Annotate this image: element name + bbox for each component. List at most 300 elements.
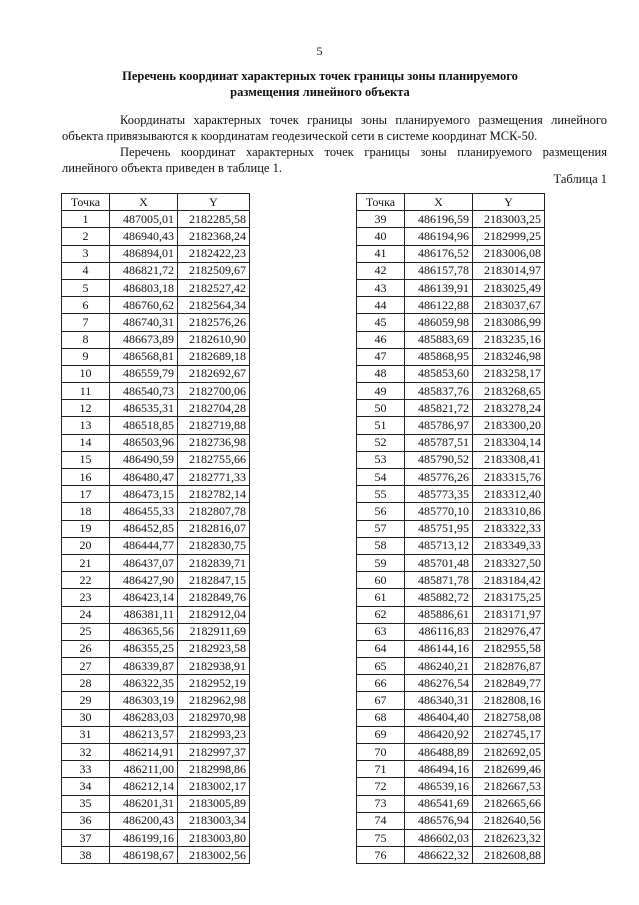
y-coordinate-cell: 2183235,16 <box>473 331 545 348</box>
table-row <box>62 297 250 314</box>
point-number-cell: 63 <box>357 623 405 640</box>
x-coordinate-cell: 486494,16 <box>405 761 473 778</box>
x-coordinate-cell: 486211,00 <box>110 761 178 778</box>
table-row <box>357 744 545 761</box>
point-number-cell: 53 <box>357 451 405 468</box>
point-number-cell: 56 <box>357 503 405 520</box>
y-coordinate-cell: 2182610,90 <box>178 331 250 348</box>
point-number-cell: 74 <box>357 812 405 829</box>
point-number-cell: 47 <box>357 348 405 365</box>
table-row <box>357 847 545 864</box>
x-coordinate-cell: 485821,72 <box>405 400 473 417</box>
x-coordinate-cell: 486116,83 <box>405 623 473 640</box>
y-coordinate-cell: 2183300,20 <box>473 417 545 434</box>
y-coordinate-cell: 2182830,75 <box>178 537 250 554</box>
x-coordinate-cell: 486283,03 <box>110 709 178 726</box>
y-coordinate-cell: 2182608,88 <box>473 847 545 864</box>
table-row <box>62 623 250 640</box>
x-coordinate-cell: 486576,94 <box>405 812 473 829</box>
table-row <box>62 211 250 228</box>
point-number-cell: 23 <box>62 589 110 606</box>
y-coordinate-cell: 2182509,67 <box>178 262 250 279</box>
point-number-cell: 73 <box>357 795 405 812</box>
point-number-cell: 52 <box>357 434 405 451</box>
table-row <box>62 761 250 778</box>
point-number-cell: 37 <box>62 829 110 846</box>
y-coordinate-cell: 2182640,56 <box>473 812 545 829</box>
y-coordinate-cell: 2182849,76 <box>178 589 250 606</box>
point-number-cell: 49 <box>357 383 405 400</box>
x-coordinate-cell: 486339,87 <box>110 658 178 675</box>
table-row <box>62 262 250 279</box>
table-row <box>357 451 545 468</box>
x-coordinate-cell: 486200,43 <box>110 812 178 829</box>
page-number: 5 <box>316 44 323 58</box>
x-coordinate-cell: 485770,10 <box>405 503 473 520</box>
x-coordinate-cell: 486122,88 <box>405 297 473 314</box>
x-coordinate-cell: 486622,32 <box>405 847 473 864</box>
point-number-cell: 10 <box>62 365 110 382</box>
point-number-cell: 18 <box>62 503 110 520</box>
table-row <box>357 709 545 726</box>
table-row <box>62 245 250 262</box>
point-number-cell: 38 <box>62 847 110 864</box>
y-coordinate-cell: 2183006,08 <box>473 245 545 262</box>
point-number-cell: 15 <box>62 451 110 468</box>
x-coordinate-cell: 486480,47 <box>110 469 178 486</box>
y-coordinate-cell: 2182527,42 <box>178 279 250 296</box>
y-coordinate-cell: 2182962,98 <box>178 692 250 709</box>
x-coordinate-cell: 486940,43 <box>110 228 178 245</box>
y-coordinate-cell: 2182876,87 <box>473 658 545 675</box>
table-row <box>62 675 250 692</box>
point-number-cell: 50 <box>357 400 405 417</box>
y-coordinate-cell: 2182692,67 <box>178 365 250 382</box>
x-coordinate-cell: 485837,76 <box>405 383 473 400</box>
y-coordinate-cell: 2183349,33 <box>473 537 545 554</box>
table-caption: Таблица 1 <box>553 172 607 186</box>
x-coordinate-cell: 485871,78 <box>405 572 473 589</box>
y-coordinate-cell: 2182699,46 <box>473 761 545 778</box>
x-coordinate-cell: 486276,54 <box>405 675 473 692</box>
table-row <box>62 847 250 864</box>
y-coordinate-cell: 2182816,07 <box>178 520 250 537</box>
y-coordinate-cell: 2183310,86 <box>473 503 545 520</box>
table-row <box>357 262 545 279</box>
header-y: Y <box>178 194 250 211</box>
table-row <box>357 469 545 486</box>
y-coordinate-cell: 2182771,33 <box>178 469 250 486</box>
table-row <box>357 297 545 314</box>
table-row <box>62 469 250 486</box>
table-row <box>357 348 545 365</box>
header-y: Y <box>473 194 545 211</box>
table-row <box>357 554 545 571</box>
point-number-cell: 65 <box>357 658 405 675</box>
x-coordinate-cell: 485773,35 <box>405 486 473 503</box>
y-coordinate-cell: 2182623,32 <box>473 829 545 846</box>
point-number-cell: 14 <box>62 434 110 451</box>
x-coordinate-cell: 486196,59 <box>405 211 473 228</box>
point-number-cell: 68 <box>357 709 405 726</box>
point-number-cell: 22 <box>62 572 110 589</box>
y-coordinate-cell: 2183312,40 <box>473 486 545 503</box>
table-row <box>357 486 545 503</box>
table-row <box>357 623 545 640</box>
table-row <box>62 434 250 451</box>
point-number-cell: 45 <box>357 314 405 331</box>
y-coordinate-cell: 2183086,99 <box>473 314 545 331</box>
x-coordinate-cell: 485751,95 <box>405 520 473 537</box>
document-title <box>60 68 580 100</box>
y-coordinate-cell: 2183184,42 <box>473 572 545 589</box>
table-row <box>62 658 250 675</box>
x-coordinate-cell: 486303,19 <box>110 692 178 709</box>
point-number-cell: 25 <box>62 623 110 640</box>
y-coordinate-cell: 2182576,26 <box>178 314 250 331</box>
x-coordinate-cell: 486214,91 <box>110 744 178 761</box>
x-coordinate-cell: 486322,35 <box>110 675 178 692</box>
x-coordinate-cell: 485883,69 <box>405 331 473 348</box>
table-row <box>357 692 545 709</box>
table-row <box>62 314 250 331</box>
x-coordinate-cell: 486444,77 <box>110 537 178 554</box>
y-coordinate-cell: 2183003,80 <box>178 829 250 846</box>
point-number-cell: 11 <box>62 383 110 400</box>
table-row <box>62 778 250 795</box>
point-number-cell: 9 <box>62 348 110 365</box>
point-number-cell: 28 <box>62 675 110 692</box>
table-row <box>62 400 250 417</box>
x-coordinate-cell: 486423,14 <box>110 589 178 606</box>
table-row <box>62 589 250 606</box>
point-number-cell: 5 <box>62 279 110 296</box>
point-number-cell: 70 <box>357 744 405 761</box>
paragraph-coordinates-system: Координаты характерных точек границы зоны планируемого размещения линейного объекта привязываются к координатам геодезической сети в системе координат МСК-50. <box>62 113 607 143</box>
x-coordinate-cell: 486240,21 <box>405 658 473 675</box>
point-number-cell: 32 <box>62 744 110 761</box>
y-coordinate-cell: 2183171,97 <box>473 606 545 623</box>
y-coordinate-cell: 2182700,06 <box>178 383 250 400</box>
table-row <box>62 795 250 812</box>
x-coordinate-cell: 486740,31 <box>110 314 178 331</box>
point-number-cell: 60 <box>357 572 405 589</box>
y-coordinate-cell: 2182952,19 <box>178 675 250 692</box>
x-coordinate-cell: 486821,72 <box>110 262 178 279</box>
y-coordinate-cell: 2182807,78 <box>178 503 250 520</box>
table-row <box>357 434 545 451</box>
table-row <box>357 503 545 520</box>
point-number-cell: 58 <box>357 537 405 554</box>
x-coordinate-cell: 486144,16 <box>405 640 473 657</box>
table-row <box>357 314 545 331</box>
x-coordinate-cell: 486199,16 <box>110 829 178 846</box>
x-coordinate-cell: 486568,81 <box>110 348 178 365</box>
x-coordinate-cell: 486541,69 <box>405 795 473 812</box>
point-number-cell: 36 <box>62 812 110 829</box>
y-coordinate-cell: 2182564,34 <box>178 297 250 314</box>
x-coordinate-cell: 486473,15 <box>110 486 178 503</box>
y-coordinate-cell: 2182692,05 <box>473 744 545 761</box>
y-coordinate-cell: 2182665,66 <box>473 795 545 812</box>
table-row <box>62 348 250 365</box>
point-number-cell: 26 <box>62 640 110 657</box>
point-number-cell: 59 <box>357 554 405 571</box>
point-number-cell: 6 <box>62 297 110 314</box>
table-row <box>357 331 545 348</box>
header-x: X <box>405 194 473 211</box>
x-coordinate-cell: 485786,97 <box>405 417 473 434</box>
x-coordinate-cell: 485790,52 <box>405 451 473 468</box>
table-header-row <box>357 194 545 211</box>
x-coordinate-cell: 486340,31 <box>405 692 473 709</box>
y-coordinate-cell: 2182955,58 <box>473 640 545 657</box>
y-coordinate-cell: 2182999,25 <box>473 228 545 245</box>
point-number-cell: 46 <box>357 331 405 348</box>
point-number-cell: 35 <box>62 795 110 812</box>
x-coordinate-cell: 486212,14 <box>110 778 178 795</box>
point-number-cell: 67 <box>357 692 405 709</box>
point-number-cell: 24 <box>62 606 110 623</box>
y-coordinate-cell: 2183258,17 <box>473 365 545 382</box>
point-number-cell: 62 <box>357 606 405 623</box>
table-row <box>62 812 250 829</box>
y-coordinate-cell: 2183246,98 <box>473 348 545 365</box>
table-row <box>62 606 250 623</box>
y-coordinate-cell: 2183268,65 <box>473 383 545 400</box>
point-number-cell: 4 <box>62 262 110 279</box>
table-row <box>357 520 545 537</box>
point-number-cell: 30 <box>62 709 110 726</box>
table-row <box>62 572 250 589</box>
table-row <box>357 829 545 846</box>
y-coordinate-cell: 2182782,14 <box>178 486 250 503</box>
y-coordinate-cell: 2182993,23 <box>178 726 250 743</box>
y-coordinate-cell: 2182758,08 <box>473 709 545 726</box>
table-row <box>357 365 545 382</box>
table-row <box>62 365 250 382</box>
point-number-cell: 55 <box>357 486 405 503</box>
table-row <box>357 228 545 245</box>
point-number-cell: 54 <box>357 469 405 486</box>
x-coordinate-cell: 486059,98 <box>405 314 473 331</box>
header-point: Точка <box>62 194 110 211</box>
x-coordinate-cell: 486535,31 <box>110 400 178 417</box>
x-coordinate-cell: 485776,26 <box>405 469 473 486</box>
x-coordinate-cell: 485882,72 <box>405 589 473 606</box>
table-row <box>62 520 250 537</box>
point-number-cell: 51 <box>357 417 405 434</box>
y-coordinate-cell: 2182755,66 <box>178 451 250 468</box>
table-row <box>62 744 250 761</box>
y-coordinate-cell: 2182912,04 <box>178 606 250 623</box>
point-number-cell: 17 <box>62 486 110 503</box>
x-coordinate-cell: 486673,89 <box>110 331 178 348</box>
point-number-cell: 3 <box>62 245 110 262</box>
y-coordinate-cell: 2182808,16 <box>473 692 545 709</box>
x-coordinate-cell: 486420,92 <box>405 726 473 743</box>
y-coordinate-cell: 2183278,24 <box>473 400 545 417</box>
y-coordinate-cell: 2183005,89 <box>178 795 250 812</box>
table-header-row <box>62 194 250 211</box>
table-row <box>62 709 250 726</box>
x-coordinate-cell: 486427,90 <box>110 572 178 589</box>
table-row <box>62 537 250 554</box>
paragraph-table-reference: Перечень координат характерных точек границы зоны планируемого размещения линейного объекта приведен в таблице 1. <box>62 145 607 175</box>
coordinates-table-right <box>356 193 545 864</box>
x-coordinate-cell: 486404,40 <box>405 709 473 726</box>
table-row <box>62 383 250 400</box>
point-number-cell: 75 <box>357 829 405 846</box>
y-coordinate-cell: 2183025,49 <box>473 279 545 296</box>
y-coordinate-cell: 2182998,86 <box>178 761 250 778</box>
point-number-cell: 48 <box>357 365 405 382</box>
x-coordinate-cell: 485868,95 <box>405 348 473 365</box>
point-number-cell: 19 <box>62 520 110 537</box>
point-number-cell: 72 <box>357 778 405 795</box>
x-coordinate-cell: 486139,91 <box>405 279 473 296</box>
point-number-cell: 12 <box>62 400 110 417</box>
y-coordinate-cell: 2182976,47 <box>473 623 545 640</box>
x-coordinate-cell: 486437,07 <box>110 554 178 571</box>
point-number-cell: 7 <box>62 314 110 331</box>
title-line-2: размещения линейного объекта <box>230 85 410 99</box>
y-coordinate-cell: 2182719,88 <box>178 417 250 434</box>
x-coordinate-cell: 486518,85 <box>110 417 178 434</box>
point-number-cell: 64 <box>357 640 405 657</box>
point-number-cell: 21 <box>62 554 110 571</box>
x-coordinate-cell: 486503,96 <box>110 434 178 451</box>
point-number-cell: 1 <box>62 211 110 228</box>
table-row <box>62 640 250 657</box>
coordinates-table-left <box>61 193 250 864</box>
point-number-cell: 16 <box>62 469 110 486</box>
point-number-cell: 76 <box>357 847 405 864</box>
table-row <box>357 589 545 606</box>
point-number-cell: 42 <box>357 262 405 279</box>
x-coordinate-cell: 486455,33 <box>110 503 178 520</box>
point-number-cell: 31 <box>62 726 110 743</box>
y-coordinate-cell: 2183014,97 <box>473 262 545 279</box>
y-coordinate-cell: 2182368,24 <box>178 228 250 245</box>
x-coordinate-cell: 486490,59 <box>110 451 178 468</box>
table-row <box>357 245 545 262</box>
table-row <box>357 417 545 434</box>
point-number-cell: 69 <box>357 726 405 743</box>
point-number-cell: 40 <box>357 228 405 245</box>
y-coordinate-cell: 2183003,34 <box>178 812 250 829</box>
y-coordinate-cell: 2182736,98 <box>178 434 250 451</box>
x-coordinate-cell: 486540,73 <box>110 383 178 400</box>
x-coordinate-cell: 487005,01 <box>110 211 178 228</box>
y-coordinate-cell: 2182847,15 <box>178 572 250 589</box>
table-row <box>357 761 545 778</box>
y-coordinate-cell: 2182745,17 <box>473 726 545 743</box>
y-coordinate-cell: 2182839,71 <box>178 554 250 571</box>
table-row <box>62 451 250 468</box>
header-point: Точка <box>357 194 405 211</box>
point-number-cell: 43 <box>357 279 405 296</box>
point-number-cell: 57 <box>357 520 405 537</box>
table-row <box>62 829 250 846</box>
x-coordinate-cell: 486894,01 <box>110 245 178 262</box>
table-row <box>62 417 250 434</box>
x-coordinate-cell: 485701,48 <box>405 554 473 571</box>
x-coordinate-cell: 486201,31 <box>110 795 178 812</box>
table-row <box>357 572 545 589</box>
table-row <box>62 554 250 571</box>
y-coordinate-cell: 2183308,41 <box>473 451 545 468</box>
table-row <box>357 211 545 228</box>
x-coordinate-cell: 485787,51 <box>405 434 473 451</box>
table-row <box>357 383 545 400</box>
point-number-cell: 61 <box>357 589 405 606</box>
y-coordinate-cell: 2183304,14 <box>473 434 545 451</box>
y-coordinate-cell: 2182704,28 <box>178 400 250 417</box>
table-row <box>357 279 545 296</box>
point-number-cell: 66 <box>357 675 405 692</box>
x-coordinate-cell: 486488,89 <box>405 744 473 761</box>
point-number-cell: 44 <box>357 297 405 314</box>
x-coordinate-cell: 485853,60 <box>405 365 473 382</box>
y-coordinate-cell: 2182923,58 <box>178 640 250 657</box>
title-line-1: Перечень координат характерных точек границы зоны планируемого <box>122 69 518 83</box>
table-row <box>62 331 250 348</box>
table-row <box>357 400 545 417</box>
y-coordinate-cell: 2182849,77 <box>473 675 545 692</box>
table-row <box>357 675 545 692</box>
table-row <box>357 778 545 795</box>
y-coordinate-cell: 2182938,91 <box>178 658 250 675</box>
header-x: X <box>110 194 178 211</box>
table-row <box>62 486 250 503</box>
x-coordinate-cell: 486213,57 <box>110 726 178 743</box>
y-coordinate-cell: 2183322,33 <box>473 520 545 537</box>
x-coordinate-cell: 486452,85 <box>110 520 178 537</box>
x-coordinate-cell: 486365,56 <box>110 623 178 640</box>
x-coordinate-cell: 485886,61 <box>405 606 473 623</box>
y-coordinate-cell: 2183002,56 <box>178 847 250 864</box>
y-coordinate-cell: 2182422,23 <box>178 245 250 262</box>
x-coordinate-cell: 486559,79 <box>110 365 178 382</box>
x-coordinate-cell: 486157,78 <box>405 262 473 279</box>
table-row <box>357 795 545 812</box>
point-number-cell: 27 <box>62 658 110 675</box>
table-row <box>62 692 250 709</box>
table-row <box>62 726 250 743</box>
y-coordinate-cell: 2183315,76 <box>473 469 545 486</box>
point-number-cell: 39 <box>357 211 405 228</box>
y-coordinate-cell: 2182285,58 <box>178 211 250 228</box>
table-row <box>62 279 250 296</box>
x-coordinate-cell: 486760,62 <box>110 297 178 314</box>
x-coordinate-cell: 486355,25 <box>110 640 178 657</box>
y-coordinate-cell: 2183175,25 <box>473 589 545 606</box>
y-coordinate-cell: 2182689,18 <box>178 348 250 365</box>
y-coordinate-cell: 2183037,67 <box>473 297 545 314</box>
table-row <box>357 658 545 675</box>
x-coordinate-cell: 486176,52 <box>405 245 473 262</box>
table-row <box>357 812 545 829</box>
table-row <box>62 228 250 245</box>
table-row <box>357 537 545 554</box>
point-number-cell: 2 <box>62 228 110 245</box>
y-coordinate-cell: 2183003,25 <box>473 211 545 228</box>
x-coordinate-cell: 486381,11 <box>110 606 178 623</box>
x-coordinate-cell: 485713,12 <box>405 537 473 554</box>
y-coordinate-cell: 2182970,98 <box>178 709 250 726</box>
y-coordinate-cell: 2183002,17 <box>178 778 250 795</box>
